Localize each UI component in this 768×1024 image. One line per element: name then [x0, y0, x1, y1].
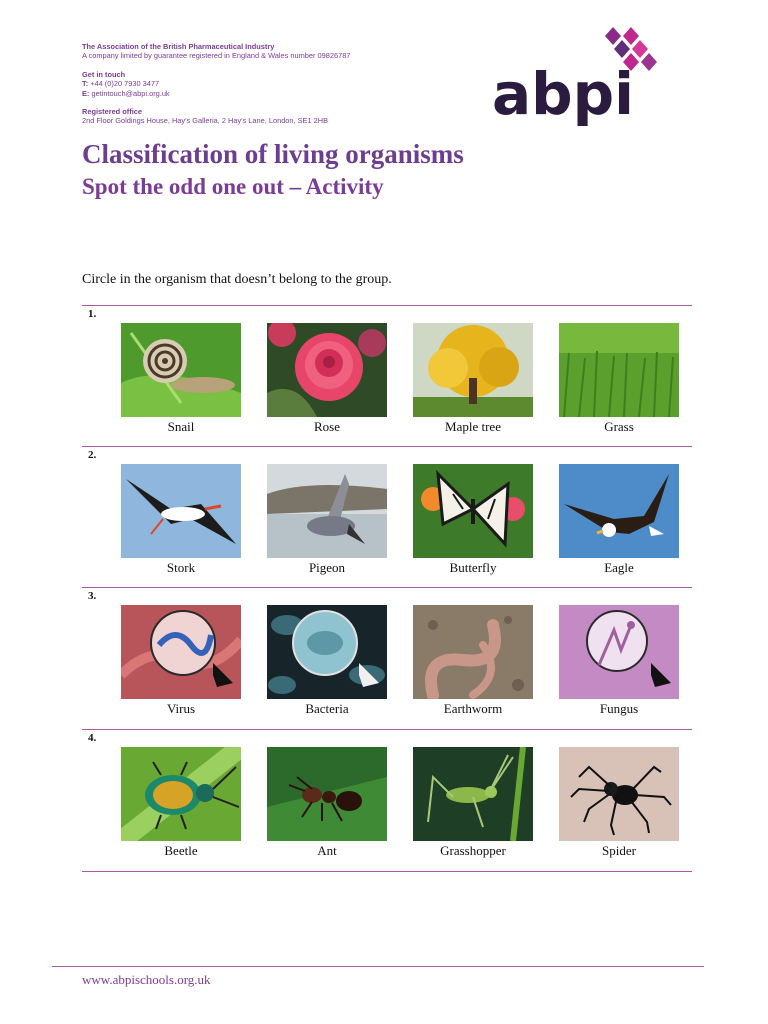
- organism-label: Earthworm: [443, 701, 503, 716]
- phone-label: T:: [82, 79, 89, 89]
- beetle-photo: [121, 747, 241, 841]
- spider-photo: [559, 747, 679, 841]
- grasshopper-photo: [413, 747, 533, 841]
- divider: [82, 871, 692, 872]
- organism-option[interactable]: [559, 323, 679, 435]
- organism-label: Butterfly: [449, 560, 497, 575]
- organism-label: Grasshopper: [440, 843, 506, 858]
- organism-option[interactable]: [413, 464, 533, 576]
- office-heading: Registered office: [82, 107, 142, 117]
- organism-option[interactable]: [121, 605, 241, 717]
- virus-micrograph: [121, 605, 241, 699]
- organism-label: Fungus: [599, 701, 639, 716]
- organism-option[interactable]: [121, 464, 241, 576]
- organism-label: Bacteria: [305, 701, 349, 716]
- group-number: 1.: [88, 308, 97, 320]
- organism-option[interactable]: [413, 323, 533, 435]
- organism-option[interactable]: [267, 323, 387, 435]
- organism-label: Ant: [317, 843, 337, 858]
- question-group-4: [82, 730, 692, 872]
- organism-option[interactable]: [121, 747, 241, 859]
- organism-label: Maple tree: [445, 419, 501, 434]
- footer-divider: [52, 966, 704, 967]
- footer-website-link[interactable]: www.abpischools.org.uk: [82, 972, 211, 987]
- organism-label: Beetle: [164, 843, 198, 858]
- question-group-2: [82, 447, 692, 589]
- rose-photo: [267, 323, 387, 417]
- email-label: E:: [82, 88, 90, 98]
- organism-label: Stork: [166, 560, 196, 575]
- eagle-photo: [559, 464, 679, 558]
- snail-photo: [121, 323, 241, 417]
- organism-option[interactable]: [413, 605, 533, 717]
- organism-label: Grass: [604, 419, 634, 434]
- organism-option[interactable]: [413, 747, 533, 859]
- page-title: Classification of living organisms: [82, 139, 464, 169]
- email-line: [82, 89, 350, 98]
- group-number: 4.: [88, 732, 97, 744]
- question-group-3: [82, 588, 692, 730]
- organism-option[interactable]: [121, 323, 241, 435]
- earthworm-photo: [413, 605, 533, 699]
- maple-tree-photo: [413, 323, 533, 417]
- instruction-text: Circle in the organism that doesn’t belong to the group.: [82, 272, 392, 287]
- pigeon-photo: [267, 464, 387, 558]
- phone-line: [82, 79, 350, 88]
- organism-option[interactable]: [559, 747, 679, 859]
- group-number: 2.: [88, 449, 97, 461]
- organism-label: Spider: [602, 843, 636, 858]
- organism-option[interactable]: [559, 605, 679, 717]
- organism-option[interactable]: [559, 464, 679, 576]
- contact-heading: Get in touch: [82, 69, 126, 79]
- organisation-details: [82, 42, 350, 126]
- question-group-1: [82, 306, 692, 448]
- phone-number: +44 (0)20 7930 3477: [90, 79, 160, 89]
- organism-label: Rose: [314, 419, 340, 434]
- email-address[interactable]: getintouch@abpi.org.uk: [91, 88, 170, 98]
- organism-label: Eagle: [604, 560, 634, 575]
- organism-label: Pigeon: [308, 560, 346, 575]
- org-company-line: A company limited by guarantee registered in England & Wales number 09826787: [82, 51, 351, 61]
- logo-text: abpi: [492, 60, 635, 128]
- organism-option[interactable]: [267, 605, 387, 717]
- organism-option[interactable]: [267, 747, 387, 859]
- office-address: 2nd Floor Goldings House, Hay's Galleria, 2 Hay's Lane, London, SE1 2HB: [82, 116, 329, 126]
- stork-photo: [121, 464, 241, 558]
- organism-option[interactable]: [267, 464, 387, 576]
- organism-label: Virus: [166, 701, 196, 716]
- fungus-micrograph: [559, 605, 679, 699]
- org-name: The Association of the British Pharmaceutical Industry: [82, 42, 275, 51]
- abpi-logo: [488, 22, 668, 137]
- grass-photo: [559, 323, 679, 417]
- bacteria-micrograph: [267, 605, 387, 699]
- group-number: 3.: [88, 590, 97, 602]
- organism-label: Snail: [167, 419, 195, 434]
- ant-photo: [267, 747, 387, 841]
- page-subtitle: Spot the odd one out – Activity: [82, 174, 384, 199]
- butterfly-photo: [413, 464, 533, 558]
